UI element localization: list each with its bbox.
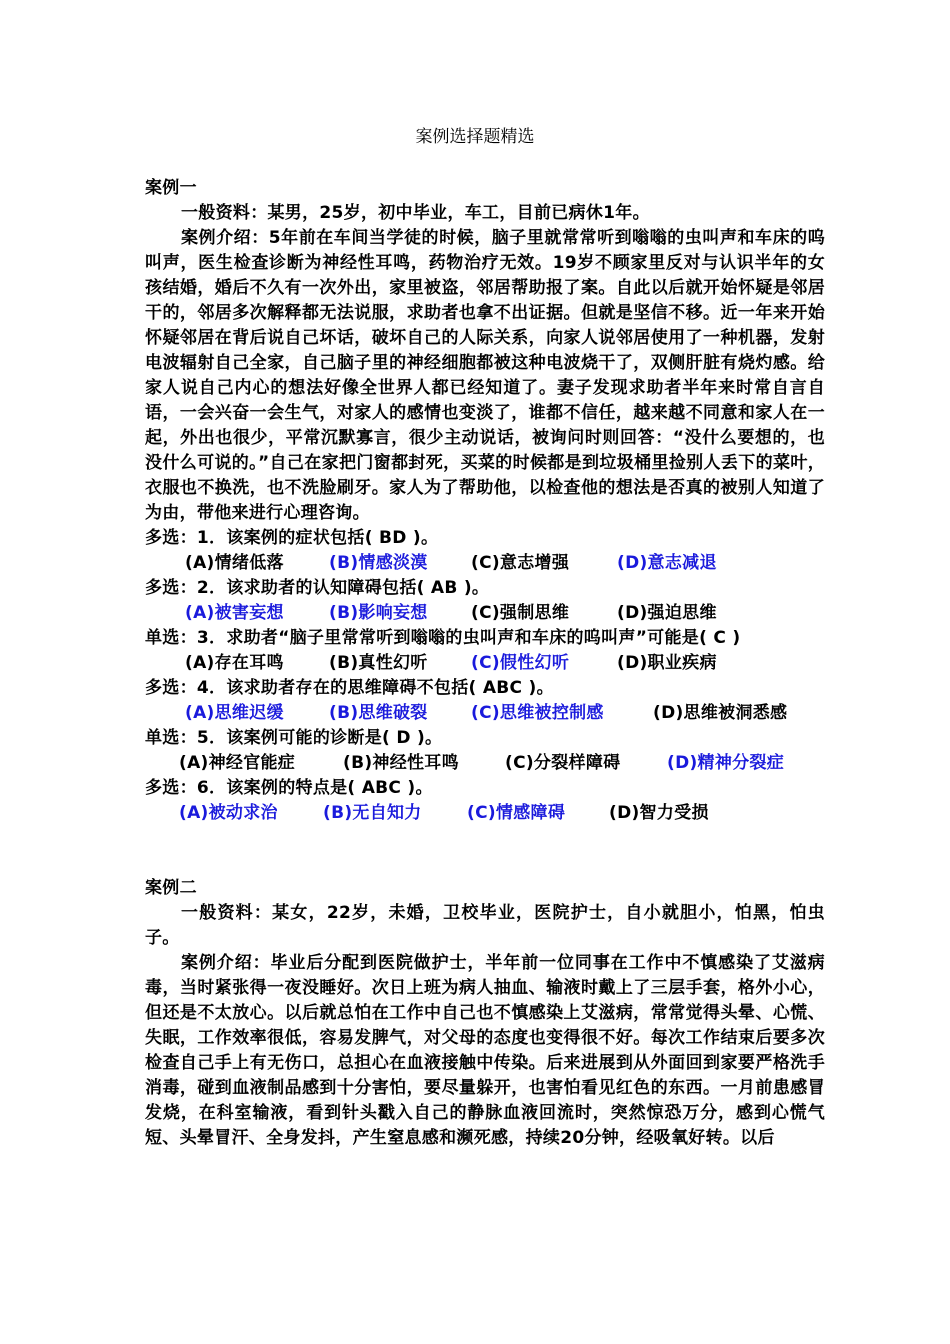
case1-general-info: 一般资料：某男，25岁，初中毕业，车工，目前已病休1年。 — [181, 203, 650, 223]
option-c: (C)情感障碍 — [467, 803, 566, 823]
case2-general-info: 一般资料：某女，22岁，未婚，卫校毕业，医院护士，自小就胆小，怕黑，怕虫子。 — [145, 903, 825, 948]
case1-question-5: 单选：5．该案例可能的诊断是( D )。 — [145, 728, 443, 748]
option-a: (A)被害妄想 — [185, 603, 284, 623]
option-a: (A)神经官能症 — [179, 753, 296, 773]
option-c: (C)思维被控制感 — [471, 703, 604, 723]
option-d: (D)强迫思维 — [617, 603, 717, 623]
case1-question-4-options — [145, 701, 825, 726]
option-b: (B)神经性耳鸣 — [343, 753, 459, 773]
case1-question-5-options — [145, 751, 825, 776]
option-d: (D)思维被洞悉感 — [653, 703, 788, 723]
case1-question-3-options — [145, 651, 825, 676]
option-c: (C)假性幻听 — [471, 653, 570, 673]
section-spacer — [145, 826, 825, 876]
case1-question-2: 多选：2．该求助者的认知障碍包括( AB )。 — [145, 578, 490, 598]
option-a: (A)存在耳鸣 — [185, 653, 284, 673]
option-a: (A)情绪低落 — [185, 553, 284, 573]
case1-question-6-options — [145, 801, 825, 826]
option-d: (D)智力受损 — [609, 803, 709, 823]
case1-question-1-options — [145, 551, 825, 576]
option-c: (C)分裂样障碍 — [505, 753, 621, 773]
option-c: (C)强制思维 — [471, 603, 570, 623]
option-b: (B)影响妄想 — [329, 603, 428, 623]
case1-question-3: 单选：3．求助者“脑子里常常听到嗡嗡的虫叫声和车床的呜叫声”可能是( C ) — [145, 628, 741, 648]
case2-heading: 案例二 — [145, 878, 197, 898]
option-a: (A)思维迟缓 — [185, 703, 284, 723]
option-c: (C)意志增强 — [471, 553, 570, 573]
option-b: (B)真性幻听 — [329, 653, 428, 673]
case1-question-2-options — [145, 601, 825, 626]
case1-introduction: 案例介绍：5年前在车间当学徒的时候，脑子里就常常听到嗡嗡的虫叫声和车床的呜叫声，医生检查诊断为神经性耳鸣，药物治疗无效。19岁不顾家里反对与认识半年的女孩结婚，婚后不久有一次外出，家里被盗，邻居帮助报了案。自此以后就开始怀疑是邻居干的，邻居多次解释都无法说服，求助者也拿不出证据。但就是坚信不移。近一年来开始怀疑邻居在背后说自己坏话，破坏自己的人际关系，向家人说邻居使用了一种机器，发射电波辐射自己全家，自己脑子里的神经细胞都被这种电波烧干了，双侧肝脏有烧灼感。给家人说自己内心的想法好像全世界人都已经知道了。妻子发现求助者半年来时常自言自语，一会兴奋一会生气，对家人的感情也变淡了，谁都不信任，越来越不同意和家人在一起，外出也很少，平常沉默寡言，很少主动说话，被询问时则回答：“没什么要想的，也没什么可说的。”自己在家把门窗都封死，买菜的时候都是到垃圾桶里捡别人丢下的菜叶，衣服也不换洗，也不洗脸刷牙。家人为了帮助他，以检查他的想法是否真的被别人知道了为由，带他来进行心理咨询。 — [145, 228, 825, 523]
case1-heading: 案例一 — [145, 178, 197, 198]
option-b: (B)思维破裂 — [329, 703, 428, 723]
option-a: (A)被动求治 — [179, 803, 278, 823]
case1-question-4: 多选：4．该求助者存在的思维障碍不包括( ABC )。 — [145, 678, 554, 698]
option-d: (D)意志减退 — [617, 553, 717, 573]
case2-introduction: 案例介绍：毕业后分配到医院做护士，半年前一位同事在工作中不慎感染了艾滋病毒，当时紧张得一夜没睡好。次日上班为病人抽血、输液时戴上了三层手套，格外小心，但还是不太放心。以后就总怕在工作中自己也不慎感染上艾滋病，常常觉得头晕、心慌、失眠，工作效率很低，容易发脾气，对父母的态度也变得很不好。每次工作结束后要多次检查自己手上有无伤口，总担心在血液接触中传染。后来进展到从外面回到家要严格洗手消毒，碰到血液制品感到十分害怕，要尽量躲开，也害怕看见红色的东西。一月前患感冒发烧，在科室输液，看到针头戳入自己的静脉血液回流时，突然惊恐万分，感到心慌气短、头晕冒汗、全身发抖，产生窒息感和濒死感，持续20分钟，经吸氧好转。以后 — [145, 953, 825, 1148]
option-b: (B)情感淡漠 — [329, 553, 428, 573]
option-d: (D)职业疾病 — [617, 653, 717, 673]
case1-question-1: 多选：1．该案例的症状包括( BD )。 — [145, 528, 439, 548]
case1-question-6: 多选：6．该案例的特点是( ABC )。 — [145, 778, 433, 798]
document-title: 案例选择题精选 — [415, 127, 535, 147]
option-d: (D)精神分裂症 — [667, 753, 785, 773]
document-body — [145, 176, 825, 1151]
option-b: (B)无自知力 — [323, 803, 422, 823]
